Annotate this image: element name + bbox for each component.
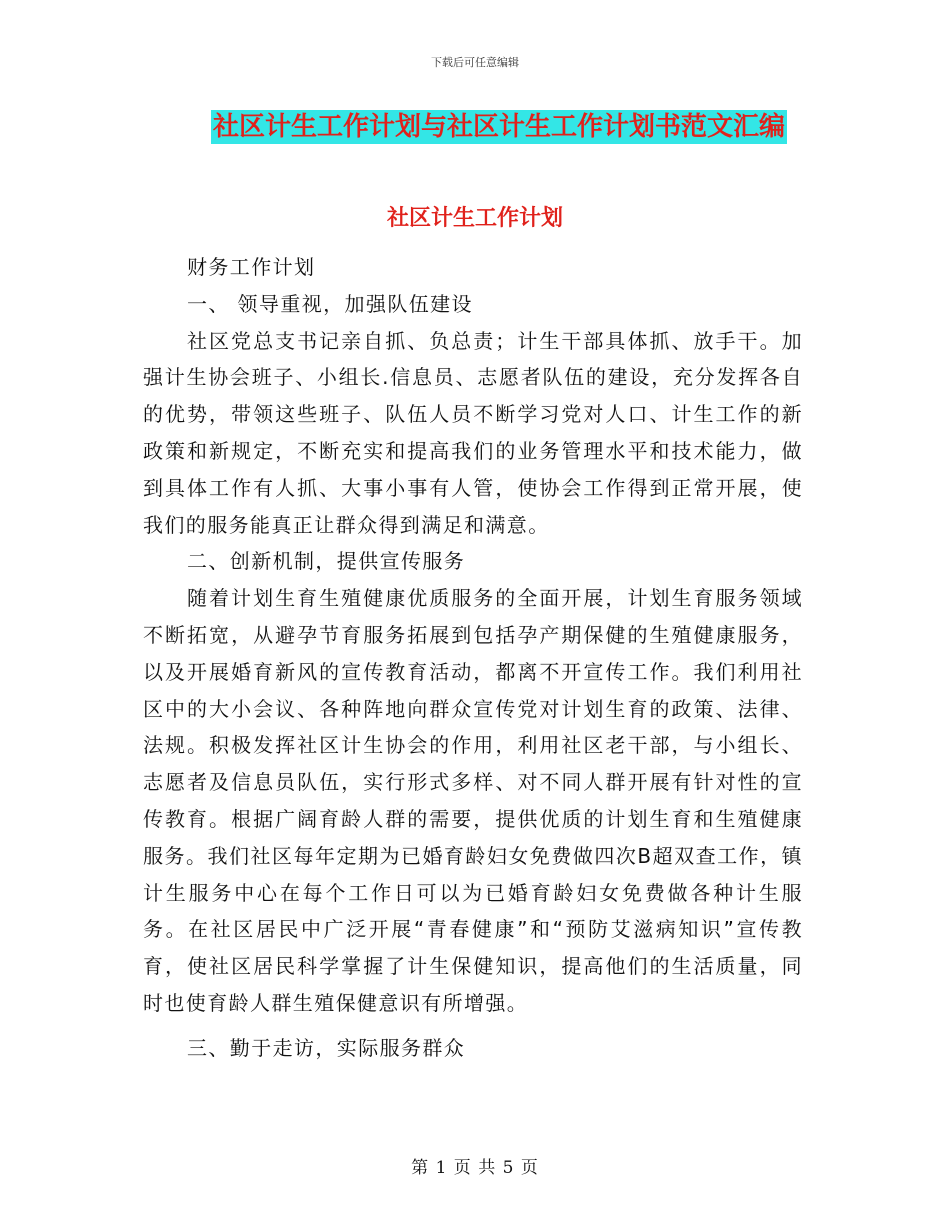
page-header-note: 下载后可任意编辑 bbox=[431, 56, 519, 69]
paragraph-leadership: 社区党总支书记亲自抓、负总责；计生干部具体抓、放手干。加强计生协会班子、小组长.信息员、志愿者队伍的建设，充分发挥各自的优势，带领这些班子、队伍人员不断学习党对人口、计生工作的新政策和新规定，不断充实和提高我们的业务管理水平和技术能力，做到具体工作有人抓、大事小事有人管，使协会工作得到正常开展，使我们的服务能真正让群众得到满足和满意。 bbox=[143, 328, 803, 537]
heading-innovation: 二、创新机制，提供宣传服务 bbox=[187, 549, 466, 574]
section-title: 社区计生工作计划 bbox=[386, 205, 563, 231]
heading-visits: 三、勤于走访，实际服务群众 bbox=[187, 1035, 466, 1060]
heading-leadership: 一、 领导重视，加强队伍建设 bbox=[187, 291, 473, 316]
paragraph-finance-plan: 财务工作计划 bbox=[187, 255, 316, 279]
page-number-footer: 第 1 页 共 5 页 bbox=[411, 1158, 539, 1178]
document-title: 社区计生工作计划与社区计生工作计划书范文汇编 bbox=[212, 112, 785, 142]
paragraph-innovation: 随着计划生育生殖健康优质服务的全面开展，计划生育服务领域不断拓宽，从避孕节育服务拓展到包括孕产期保健的生殖健康服务，以及开展婚育新风的宣传教育活动，都离不开宣传工作。我们利用社区中的大小会议、各种阵地向群众宣传党对计划生育的政策、法律、法规。积极发挥社区计生协会的作用，利用社区老干部，与小组长、志愿者及信息员队伍，实行形式多样、对不同人群开展有针对性的宣传教育。根据广阔育龄人群的需要，提供优质的计划生育和生殖健康服务。我们社区每年定期为已婚育龄妇女免费做四次B超双查工作，镇计生服务中心在每个工作日可以为已婚育龄妇女免费做各种计生服务。在社区居民中广泛开展“青春健康”和“预防艾滋病知识”宣传教育，使社区居民科学掌握了计生保健知识，提高他们的生活质量，同时也使育龄人群生殖保健意识有所增强。 bbox=[143, 586, 803, 1015]
document-body bbox=[143, 249, 803, 1067]
document-title-container bbox=[0, 110, 950, 144]
